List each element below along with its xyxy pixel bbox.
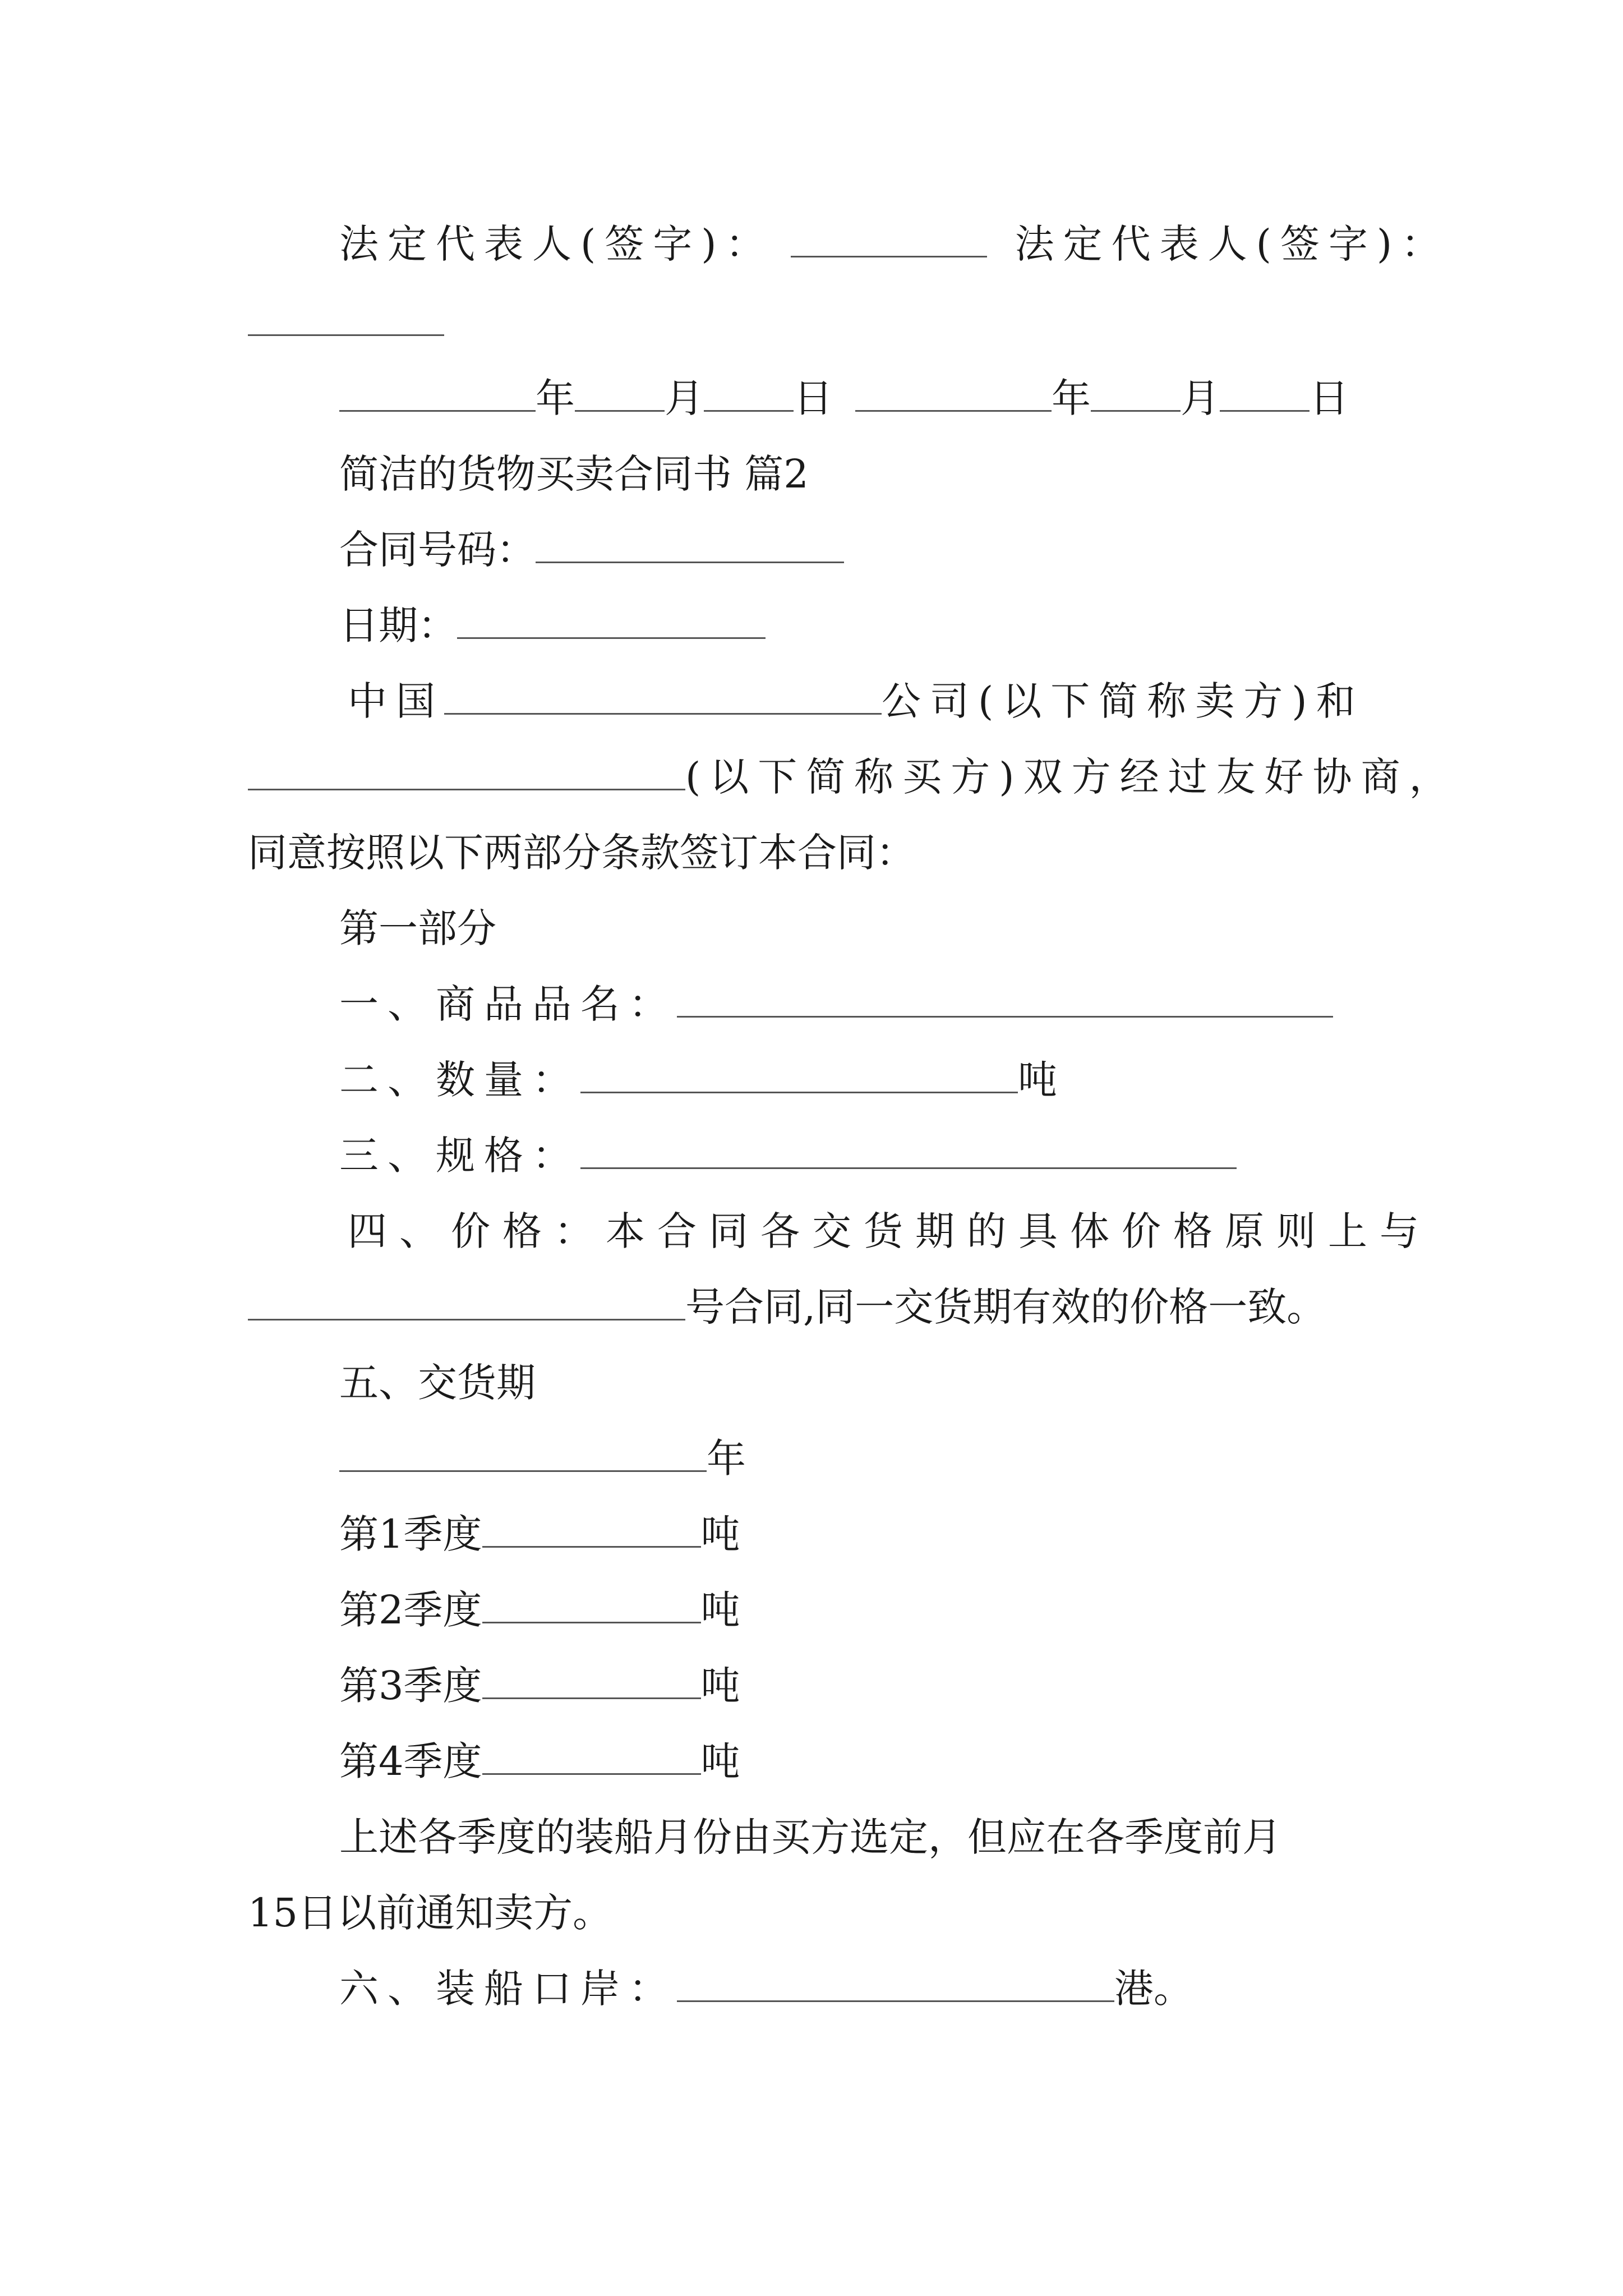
ref-contract-blank [248, 1280, 685, 1320]
quarter-1-blank [482, 1507, 701, 1548]
shipping-note-line-1: 上述各季度的装船月份由买方选定，但应在各季度前月 [339, 1814, 1281, 1860]
month-blank-right [1091, 371, 1181, 412]
delivery-year-line [339, 1430, 746, 1487]
port-suffix: 港。 [1114, 1966, 1193, 2012]
quarter-unit: 吨 [700, 1511, 740, 1557]
quarter-2-blank [482, 1582, 701, 1623]
day-label-left: 日 [794, 375, 833, 421]
month-label-left: 月 [665, 375, 704, 421]
item-3-label: 三、规格： [339, 1133, 580, 1179]
month-label-right: 月 [1181, 375, 1220, 421]
contract-no-line [339, 522, 844, 578]
year-label-left: 年 [536, 375, 575, 421]
port-blank [677, 1961, 1114, 2002]
year-label-right: 年 [1052, 375, 1091, 421]
buyer-blank [248, 749, 685, 790]
intro-seller: 公司(以下简称卖方)和 [882, 678, 1364, 724]
sig-blank-right-line [248, 295, 444, 351]
product-name-blank [677, 977, 1333, 1018]
date-field-line [339, 597, 766, 654]
section-title: 简洁的货物买卖合同书 篇2 [339, 451, 809, 497]
date-line [339, 370, 1349, 426]
item-4-cont: 号合同,同一交货期有效的价格一致。 [685, 1284, 1326, 1330]
quarter-4-line [339, 1733, 740, 1789]
quarter-label: 第2季度 [339, 1587, 482, 1633]
shipping-note-line-2: 15日以前通知卖方。 [248, 1890, 612, 1936]
day-label-right: 日 [1310, 375, 1349, 421]
date-label: 日期： [339, 602, 457, 648]
quarter-unit: 吨 [700, 1663, 740, 1709]
contract-no-label: 合同号码： [339, 527, 536, 573]
day-blank-right [1220, 371, 1310, 412]
item-6-label: 六、装船口岸： [339, 1966, 677, 2012]
item-5-heading: 五、交货期 [339, 1360, 536, 1406]
year-blank-right [855, 371, 1052, 412]
sig-blank-left [791, 217, 987, 257]
quarter-label: 第1季度 [339, 1511, 482, 1557]
quarter-2-line [339, 1582, 740, 1638]
item-2-line [339, 1052, 1057, 1108]
signature-line [339, 216, 1449, 272]
item-4-cont-line [248, 1279, 1326, 1335]
sig-blank-right [248, 295, 444, 336]
part-one-heading: 第一部分 [339, 905, 496, 951]
seller-blank [444, 674, 882, 715]
year-blank-left [339, 371, 536, 412]
intro-china: 中国 [348, 678, 444, 724]
quantity-blank [580, 1052, 1018, 1093]
date-blank [457, 598, 766, 639]
delivery-year-blank [339, 1431, 707, 1472]
quarter-1-line [339, 1506, 740, 1562]
month-blank-left [575, 371, 665, 412]
quarter-label: 第4季度 [339, 1738, 482, 1784]
quantity-unit: 吨 [1018, 1057, 1057, 1103]
quarter-unit: 吨 [700, 1587, 740, 1633]
item-2-label: 二、数量： [339, 1057, 580, 1103]
intro-line-1 [348, 673, 1364, 729]
delivery-year-label: 年 [707, 1435, 746, 1481]
item-1-line [339, 976, 1333, 1032]
quarter-label: 第3季度 [339, 1663, 482, 1709]
intro-line-2 [248, 749, 1458, 805]
sig-label-right: 法定代表人(签字)： [1015, 221, 1450, 267]
quarter-3-blank [482, 1658, 701, 1699]
quarter-unit: 吨 [700, 1738, 740, 1784]
quarter-4-blank [482, 1734, 701, 1775]
intro-line-3: 同意按照以下两部分条款签订本合同： [248, 830, 915, 876]
item-4-line: 四、价格：本合同各交货期的具体价格原则上与 [348, 1208, 1431, 1254]
contract-no-blank [536, 522, 844, 563]
item-1-label: 一、商品品名： [339, 981, 677, 1027]
intro-buyer: (以下简称买方)双方经过友好协商， [685, 754, 1458, 800]
item-6-line [339, 1961, 1193, 2017]
item-3-line [339, 1128, 1237, 1184]
day-blank-left [704, 371, 794, 412]
sig-label-left: 法定代表人(签字)： [339, 221, 774, 267]
spec-blank [580, 1128, 1237, 1169]
quarter-3-line [339, 1658, 740, 1714]
